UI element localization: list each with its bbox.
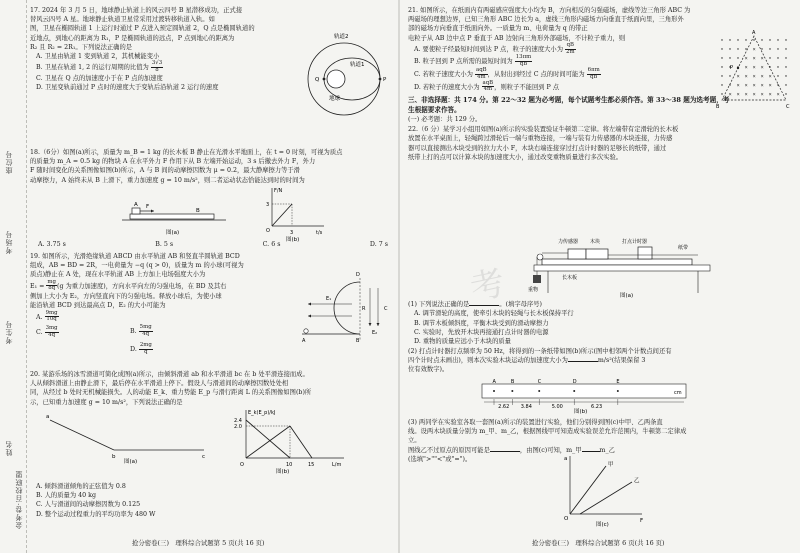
q20-option-a: A. 倾斜滑道倾角的正弦值为 0.8 <box>36 483 126 490</box>
tape-gap-3: 5.00 <box>551 404 563 410</box>
tape-point-D <box>573 390 575 392</box>
q21-stem-1: 21. 如图所示，在纸面内有两磁感应强度大小均为 B，方向相反的匀强磁场，虚线等边三角形 ABC 为 <box>408 7 691 14</box>
q19-option-a: A. $\frac{9mg}{10q}$ <box>36 309 58 323</box>
q20-options <box>36 482 366 519</box>
earth-circle <box>327 70 345 88</box>
svg-text:E₂: E₂ <box>372 330 378 336</box>
ball <box>304 329 308 333</box>
q18-stem-3: F 随时间变化的关系图像如图(b)所示，A 与 B 间的动摩擦因数为 μ = 0.2，最大静摩擦力等于滑 <box>30 167 300 175</box>
q19-option-d: D. $\frac{2mg}{q}$ <box>130 342 152 355</box>
field-out-mark <box>721 57 722 58</box>
q22-fig-b-caption: 图(b) <box>574 409 588 415</box>
field-in-mark: × <box>744 55 748 61</box>
field-out-mark <box>729 57 730 58</box>
q22-sub3 <box>408 418 693 464</box>
tape-gap-1: 2.62 <box>498 404 510 410</box>
field-in-mark: × <box>752 46 756 52</box>
svg-text:纸带: 纸带 <box>678 245 689 251</box>
q22-sub1: (1) 下列说法正确的是 。(填字母序号) <box>408 301 542 308</box>
svg-text:E_k(E_p)/kJ: E_k(E_p)/kJ <box>248 410 276 416</box>
svg-text:10: 10 <box>286 462 293 468</box>
field-out-mark <box>721 75 722 76</box>
point-q <box>323 78 326 81</box>
q21-option-b: B. 粒子回到 P 点所需的最短时间为 $\frac{13\pi m}{qB}$ <box>414 54 532 68</box>
q17-option-b: B. 卫星在轨道 1, 2 的运行周期的比值为 $\frac{3√3}{8}$ <box>36 60 163 74</box>
field-out-mark <box>769 66 770 67</box>
svg-text:3: 3 <box>290 230 294 236</box>
q22-sub3-line1: (3) 两同学在实验室各取一套图(a)所示的装置进行实验，他们分别得到图(c)中甲、乙两条直 <box>408 419 663 426</box>
svg-text:B: B <box>196 208 200 214</box>
q22-sub2-line3: 位有效数字)。 <box>408 366 449 374</box>
ep-line <box>246 420 290 458</box>
q22-paper-tape-diagram <box>476 378 696 416</box>
q19-stem-4: E₁ = $\frac{mg}{8q}$ (g 为重力加速度)，方向水平向左的匀强电场，在 BD 及其右 <box>30 278 227 292</box>
q20-option-d: D. 整个运动过程重力的平均功率为 480 W <box>36 510 156 518</box>
tape-gap-4: 6.23 <box>591 404 603 410</box>
svg-text:c: c <box>202 454 206 460</box>
svg-text:2.4: 2.4 <box>234 418 242 424</box>
svg-text:乙: 乙 <box>634 478 640 484</box>
svg-text:B: B <box>716 104 720 110</box>
svg-text:O: O <box>240 462 244 468</box>
q22-sub1-option-c: C. 实验时，先放开木块再接通打点计时器的电源 <box>414 329 549 337</box>
field-out-mark <box>769 39 770 40</box>
field-out-mark <box>729 84 730 85</box>
field-out-mark <box>777 84 778 85</box>
svg-text:O: O <box>564 516 569 522</box>
field-in-mark: × <box>736 82 740 88</box>
school-note: 金考卷·百校联盟 <box>15 470 23 530</box>
q22-sub2-line1: (2) 打点计时器打点频率为 50 Hz，将得到的一条纸带如图(b)所示(图中相邻两个计数点间还有 <box>408 347 672 355</box>
fig-b-caption: 图(b) <box>286 237 300 242</box>
table-top <box>534 265 710 271</box>
field-out-mark <box>761 39 762 40</box>
field-in-mark: × <box>760 73 764 79</box>
svg-text:O: O <box>266 228 270 234</box>
q17-option-a: A. 卫星由轨道 1 变到轨道 2，其机械能变小 <box>36 53 160 61</box>
tape-gap-2: 3.84 <box>520 404 532 410</box>
point-p <box>379 78 382 81</box>
q20-option-c: C. 人与滑道间的动摩擦因数为 0.125 <box>36 501 141 509</box>
tape-letter-A: A <box>492 379 496 385</box>
field-out-mark <box>785 39 786 40</box>
weight <box>533 275 541 283</box>
q17-option-c: C. 卫星在 Q 点的加速度小于在 P 点的加速度 <box>36 75 163 83</box>
field-out-mark <box>729 39 730 40</box>
svg-text:A: A <box>752 30 756 36</box>
svg-text:B: B <box>356 338 360 344</box>
svg-text:A: A <box>302 338 306 344</box>
field-out-mark <box>753 39 754 40</box>
q17-orbit-diagram <box>300 24 390 124</box>
q22-sub1-option-b: B. 调节木板倾斜度，平衡木块受到的滑动摩擦力 <box>414 319 549 327</box>
svg-text:t/s: t/s <box>316 230 323 236</box>
q17-stem-2: 替风云四号 A 星。地球静止轨道卫星常采用过渡转移轨道入轨。如 <box>30 16 215 24</box>
q19-stem-1: 19. 如图所示，光滑绝缘轨道 ABCD 由水平轨道 AB 和竖直半圆轨道 BCD <box>30 253 240 260</box>
field-out-mark <box>785 93 786 94</box>
tape-letter-D: D <box>572 379 577 385</box>
svg-text:E₁: E₁ <box>326 296 332 302</box>
q22-sub3-line4: (选填">""<"或"=")。 <box>408 455 472 463</box>
field-out-mark <box>721 93 722 94</box>
q22-sub1-option-a: A. 调节滑轮的高度，使牵引木块的轻绳与长木板保持平行 <box>414 310 574 318</box>
q20-stem-2: 人从倾斜滑道上由静止滑下，最后停在水平滑道上停下。假设人与滑道间的动摩擦因数处处相 <box>30 380 289 388</box>
field-in-mark: × <box>768 73 772 79</box>
field-in-mark: × <box>752 55 756 61</box>
svg-text:C: C <box>384 306 388 312</box>
svg-text:a: a <box>564 456 568 462</box>
q22-subquestions <box>408 300 793 374</box>
q21-option-d: D. 若粒子的速度大小为 $\frac{\text{aqB}}{4m}$ ，则粒子不能回到 P 点 <box>414 79 560 93</box>
q19-option-c: C. $\frac{3mg}{4q}$ <box>36 325 58 338</box>
section-title-2: 生根据要求作答。 <box>408 105 461 114</box>
slope-ab <box>50 420 114 450</box>
svg-text:2.0: 2.0 <box>234 424 242 430</box>
field-out-mark <box>737 57 738 58</box>
field-out-mark <box>777 48 778 49</box>
field-in-mark: × <box>736 91 740 97</box>
field-in-mark: × <box>744 91 748 97</box>
q22-stem-3: 器可以直接测出木块受到的拉力大小 F，木块右端连接穿过打点计时器的足够长的纸带，通过 <box>408 144 667 152</box>
q22-stem-4: 纸带上打的点可以计算木块的加速度大小，通过改变重物质量进行多次实验。 <box>408 153 623 161</box>
p-label: P <box>383 77 387 83</box>
q19-stem-6: 能沿轨道 BCD 到达最高点 D，E₂ 的大小可能为 <box>30 302 166 310</box>
field-out-mark <box>777 39 778 40</box>
left-page-footer: 抢分密卷(三) 理科综合试题第 5 页(共 16 页) <box>132 539 265 547</box>
q22-stem-2: 放置在水平桌面上，轻绳跨过滑轮后一端与重物连接，一端与装有力传感器的木块连接，力传感 <box>408 135 673 143</box>
svg-text:R: R <box>362 306 366 312</box>
q17-option-d: D. 卫星变轨前通过 P 点时的速度大于变轨后沿轨道 2 运行的速度 <box>36 84 219 92</box>
field-in-mark: × <box>728 91 732 97</box>
svg-text:A: A <box>134 202 138 208</box>
field-in-mark: × <box>736 73 740 79</box>
earth-label: 地球 <box>329 96 341 102</box>
field-out-mark <box>721 66 722 67</box>
field-out-mark <box>785 57 786 58</box>
svg-text:cm: cm <box>674 390 682 396</box>
question-21 <box>408 6 708 93</box>
field-out-mark <box>777 66 778 67</box>
q-label: Q <box>315 77 320 83</box>
right-page-footer: 抢分密卷(三) 理科综合试题第 6 页(共 16 页) <box>532 539 665 547</box>
q21-stem-4: 电粒子从 AB 边中点 P 垂直于 AB 边射向三角形外部磁场，不计粒子重力，则 <box>408 34 626 42</box>
q19-stem-2: 组成，AB = BD = 2R，一电荷量为 −q (q > 0)，质量为 m 的小球(可视为 <box>30 262 244 270</box>
binding-strip <box>0 0 27 553</box>
q17-stem-4: 近地点，到地心的距离为 R₁，P 是椭圆轨道的远点，P 点到地心的距离为 <box>30 34 235 42</box>
q17-stem-1: 17. 2024 年 3 月 5 日，地球静止轨道上的风云四号 B 星潜移成功，正式接 <box>30 7 243 14</box>
field-out-mark <box>721 48 722 49</box>
svg-text:L/m: L/m <box>332 462 342 468</box>
q22-apparatus-diagram <box>528 235 724 299</box>
q22-stem-1: 22.（6 分）某学习小组用如图(a)所示的实验装置验证牛顿第二定律。将左端带有定滑轮的长木板 <box>408 126 679 134</box>
field-in-mark: × <box>752 91 756 97</box>
field-out-mark <box>785 84 786 85</box>
q20-figure-a <box>44 410 214 464</box>
q19-track-diagram <box>298 264 392 354</box>
field-out-mark <box>761 48 762 49</box>
field-in-mark: × <box>752 64 756 70</box>
section-required: (一) 必考题：共 129 分。 <box>408 116 482 123</box>
field-out-mark <box>729 75 730 76</box>
svg-text:打点计时器: 打点计时器 <box>622 239 648 245</box>
section-title: 三、非选择题：共 174 分。第 22～32 题为必考题，每个试题考生都必须作答。第 33～38 题为选考题，考 <box>408 96 730 105</box>
ek-rise-line <box>246 426 290 458</box>
name-label: 姓名 <box>5 440 13 456</box>
field-out-mark <box>745 48 746 49</box>
field-in-mark: × <box>776 91 780 97</box>
field-in-mark: × <box>768 82 772 88</box>
tape-point-C <box>538 390 540 392</box>
q18-figure-b <box>262 184 332 242</box>
q17-stem-5: R₂ 且 R₂ = 2R₁。下列说法正确的是 <box>30 43 133 51</box>
question-18 <box>30 148 392 185</box>
q18-option-a: A. 3.75 s <box>38 241 66 248</box>
q18-option-c: C. 6 s <box>262 241 281 248</box>
field-in-mark: × <box>752 82 756 88</box>
question-17 <box>30 6 305 93</box>
field-out-mark <box>777 75 778 76</box>
field-out-mark <box>785 75 786 76</box>
q19-option-b: B. $\frac{5mg}{4q}$ <box>130 324 152 337</box>
field-out-mark <box>737 39 738 40</box>
field-out-mark <box>729 48 730 49</box>
tape-point-E <box>617 390 619 392</box>
q18-options <box>38 240 388 249</box>
wooden-block <box>586 249 608 259</box>
svg-text:b: b <box>112 454 116 460</box>
field-out-mark <box>745 39 746 40</box>
svg-text:长木板: 长木板 <box>562 275 578 281</box>
q21-triangle-diagram <box>716 28 792 120</box>
line-yi <box>580 482 632 514</box>
force-sensor <box>568 249 586 259</box>
q18-option-b: B. 5 s <box>155 241 174 248</box>
svg-text:F/N: F/N <box>274 188 283 194</box>
field-out-mark <box>769 48 770 49</box>
watermark: 考 <box>466 262 509 310</box>
svg-text:P: P <box>730 65 734 71</box>
svg-text:3: 3 <box>266 202 270 208</box>
plank-b <box>130 214 214 219</box>
svg-text:F: F <box>640 518 644 524</box>
svg-text:C: C <box>786 104 790 110</box>
q22-fig-a-caption: 图(a) <box>620 293 634 299</box>
field-in-mark: × <box>768 91 772 97</box>
field-in-mark: × <box>760 91 764 97</box>
q19-stem-3: 质点)静止在 A 处，现在水平轨道 AB 上方加上电场强度大小为 <box>30 271 206 279</box>
svg-text:15: 15 <box>308 462 315 468</box>
q21-stem-3: 部的磁场方向垂直于纸面向外。一质量为 m、电荷量为 q 的带正 <box>408 25 588 33</box>
exam-no-label: 考场号 <box>5 230 13 254</box>
field-in-mark: × <box>760 64 764 70</box>
field-in-mark: × <box>744 73 748 79</box>
q20-stem-4: 示，已知重力加速度 g = 10 m/s²，下列说法正确的是 <box>30 398 183 406</box>
pulley <box>537 254 543 260</box>
q22-sub3-line2: 线。设两木块质量分别为 m_甲、m_乙，根据图线甲可知造成实验误差允许范围内，牛顿第二定律成立。 <box>408 428 687 445</box>
field-out-mark <box>721 39 722 40</box>
f-line <box>272 204 292 226</box>
q18-figure-a <box>120 186 230 240</box>
field-out-mark <box>785 48 786 49</box>
q22-sub3-line3: 图线乙不过原点的原因可能是 ，由图(c)可知，m_甲 m_乙 <box>408 446 615 454</box>
tape-letter-E: E <box>616 379 620 385</box>
q22-sub1-option-d: D. 重物的质量应远小于木块的质量 <box>414 338 511 346</box>
q21-option-a: A. 要使粒子经最短时间到达 P 点，粒子的速度大小为 $\frac{qB}{2m}$ <box>414 41 575 55</box>
q22-graph-c <box>560 452 650 528</box>
q17-stem-3: 图，卫星在椭圆轨道 1 上运行时通过 P 点进入预定圆轨道 2，Q 点是椭圆轨道的 <box>30 25 255 33</box>
q20-fig-b-caption: 图(b) <box>276 469 290 474</box>
orbit1-label: 轨道1 <box>350 62 365 68</box>
timer <box>638 247 652 259</box>
tape-letter-B: B <box>510 379 515 385</box>
q21-stem-2: 两磁场的理想边界，已知三角形 ABC 边长为 a，虚线三角形内磁场方向垂直于纸面向里，三角形外 <box>408 16 684 24</box>
svg-text:a: a <box>46 414 50 420</box>
long-board <box>542 259 692 265</box>
question-22 <box>408 125 793 162</box>
q20-stem-1: 20. 某游乐场的冰雪滑道可简化成图(a)所示，由倾斜滑道 ab 和水平滑道 bc 在 b 处平滑连接而成。 <box>30 371 309 378</box>
q20-fig-a-caption: 图(a) <box>124 459 138 464</box>
svg-text:重物: 重物 <box>528 287 539 293</box>
svg-text:力传感器: 力传感器 <box>558 239 579 245</box>
block-a <box>132 208 140 214</box>
q22-sub2-line2: 四个计时点未画出)，则本次实验木块运动的加速度大小为 m/s²(结果保留 3 <box>408 357 646 365</box>
q20-option-b: B. 人的质量为 40 kg <box>36 492 96 500</box>
question-19 <box>30 252 316 355</box>
field-in-mark: × <box>744 64 748 70</box>
q21-option-c: C. 若粒子速度大小为 $\frac{\text{aqB}}{4m}$ ，从射出到经过 C 点的时间可能为 $\frac{6\pi m}{qB}$ <box>414 67 600 80</box>
student-no-label: 考生号 <box>5 320 13 344</box>
q18-stem-2: 的质量为 m_A = 0.5 kg 的物块 A 在水平外力 F 作用下从 B 左端开始运动，3 s 后撤去外力 F，外力 <box>30 158 316 166</box>
q18-option-d: D. 7 s <box>369 241 388 248</box>
field-out-mark <box>769 57 770 58</box>
field-out-mark <box>777 57 778 58</box>
q20-stem-3: 同，从经过 b 处时无机械能损失。人的动能 E_k、重力势能 E_p 与滑行距离 L 的关系图像如图(b)所 <box>30 389 312 397</box>
svg-text:木块: 木块 <box>590 239 601 245</box>
svg-text:甲: 甲 <box>608 462 614 468</box>
field-out-mark <box>737 48 738 49</box>
svg-text:F: F <box>146 204 150 210</box>
point-p <box>737 67 739 69</box>
field-in-mark: × <box>744 82 748 88</box>
q19-options <box>36 309 316 355</box>
field-in-mark: × <box>760 55 764 61</box>
q22-fig-c-caption: 图(c) <box>596 522 609 528</box>
field-in-mark: × <box>760 82 764 88</box>
tape-point-A <box>493 390 495 392</box>
orbit2-label: 轨道2 <box>334 34 349 40</box>
q18-stem-1: 18.（6分）如图(a)所示，质量为 m_B = 1 kg 的长木板 B 静止在光滑水平地面上，在 t = 0 时刻，可视为质点 <box>30 149 343 156</box>
field-out-mark <box>721 84 722 85</box>
tape-letter-C: C <box>537 379 542 385</box>
line-jia <box>570 466 606 514</box>
seat-label: 座位号 <box>5 150 13 174</box>
q20-figure-b <box>232 406 352 474</box>
svg-text:D: D <box>356 272 360 278</box>
field-out-mark <box>785 66 786 67</box>
q19-stem-5: 侧加上大小为 E₂，方向竖直向下的匀强电场。释放小球后，为使小球 <box>30 293 222 301</box>
ek-fall-line <box>290 426 312 458</box>
field-in-mark: × <box>752 73 756 79</box>
fig-a-caption: 图(a) <box>166 230 180 236</box>
q18-stem-4: 动摩擦力，A 始终未从 B 上滑下，重力加速度 g = 10 m/s²，则二者运动状态恰能达到时的时间为 <box>30 176 305 184</box>
question-20 <box>30 370 392 407</box>
tape-point-B <box>511 390 513 392</box>
